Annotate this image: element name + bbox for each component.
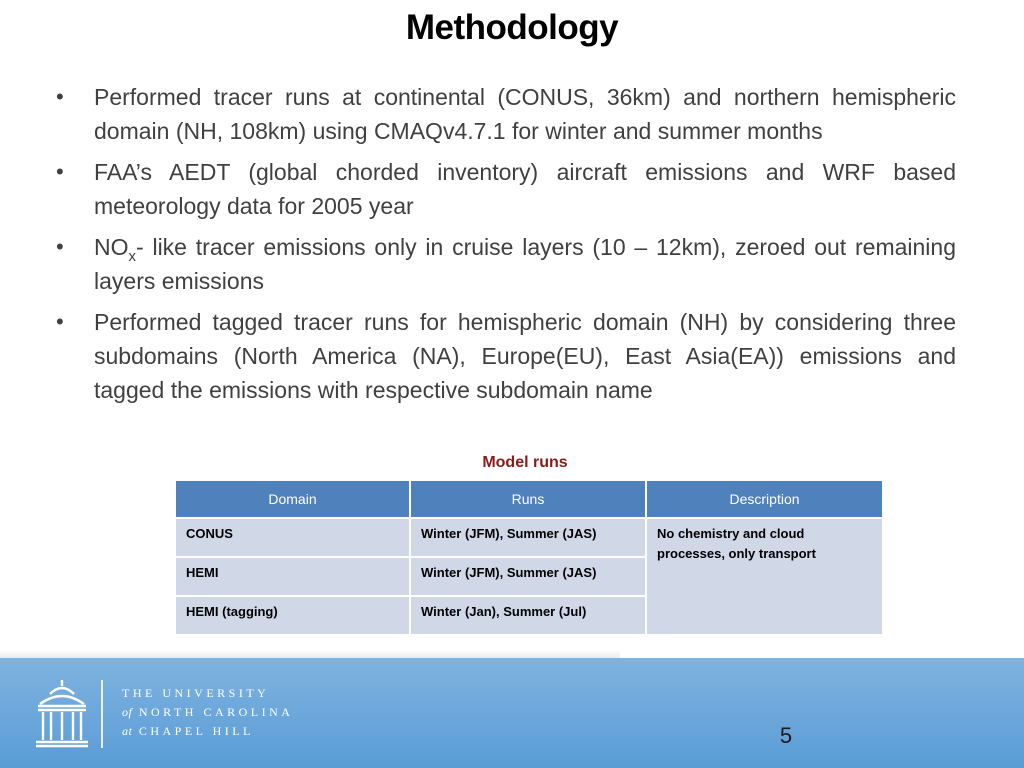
model-runs-table — [174, 479, 884, 636]
bullet-text: FAA’s AEDT (global chorded inventory) aircraft emissions and WRF based meteorology data for 2005 year — [94, 159, 956, 219]
cell-runs: Winter (JFM), Summer (JAS) — [410, 518, 646, 557]
header-description: Description — [646, 480, 883, 518]
bullet-item — [56, 305, 956, 407]
old-well-logo-icon — [34, 676, 90, 750]
bullet-text-rest: - like tracer emissions only in cruise layers (10 – 12km), zeroed out remaining layers emissions — [94, 234, 956, 294]
bullet-marker: • — [56, 159, 64, 184]
bullet-list — [56, 80, 956, 414]
bullet-text — [94, 234, 956, 294]
footer-band — [0, 658, 1024, 768]
table-header-row — [175, 480, 883, 518]
cell-description: No chemistry and cloud processes, only transport — [646, 518, 883, 635]
header-runs: Runs — [410, 480, 646, 518]
university-line-2 — [122, 703, 293, 722]
bullet-text: Performed tracer runs at continental (CONUS, 36km) and northern hemispheric domain (NH, 108km) using CMAQv4.7.1 for winter and summer months — [94, 84, 956, 144]
table-row — [175, 518, 883, 557]
page-number: 5 — [779, 723, 793, 748]
nox-subscript: x — [128, 248, 136, 265]
bullet-marker: • — [56, 234, 64, 259]
university-name — [122, 684, 293, 741]
bullet-text: Performed tagged tracer runs for hemispheric domain (NH) by considering three subdomains (North America (NA), Europe(EU), East Asia(EA)) emissions and tagged the emissions with respective subdomain name — [94, 309, 956, 403]
university-at: at — [122, 724, 133, 738]
nox-prefix: NO — [94, 234, 129, 260]
university-city: CHAPEL HILL — [138, 724, 254, 738]
header-domain: Domain — [175, 480, 410, 518]
cell-runs: Winter (Jan), Summer (Jul) — [410, 596, 646, 635]
slide-title: Methodology — [405, 8, 619, 47]
table-caption: Model runs — [482, 454, 568, 471]
university-line-3 — [122, 722, 293, 741]
cell-domain: CONUS — [175, 518, 410, 557]
bullet-item — [56, 155, 956, 223]
cell-runs: Winter (JFM), Summer (JAS) — [410, 557, 646, 596]
university-of: of — [122, 705, 133, 719]
bullet-item — [56, 80, 956, 148]
university-line-1: THE UNIVERSITY — [122, 686, 270, 700]
bullet-item — [56, 230, 956, 298]
university-state: NORTH CAROLINA — [138, 705, 294, 719]
cell-domain: HEMI — [175, 557, 410, 596]
bullet-marker: • — [56, 309, 64, 334]
cell-domain: HEMI (tagging) — [175, 596, 410, 635]
footer-divider — [101, 680, 103, 748]
bullet-marker: • — [56, 84, 64, 109]
